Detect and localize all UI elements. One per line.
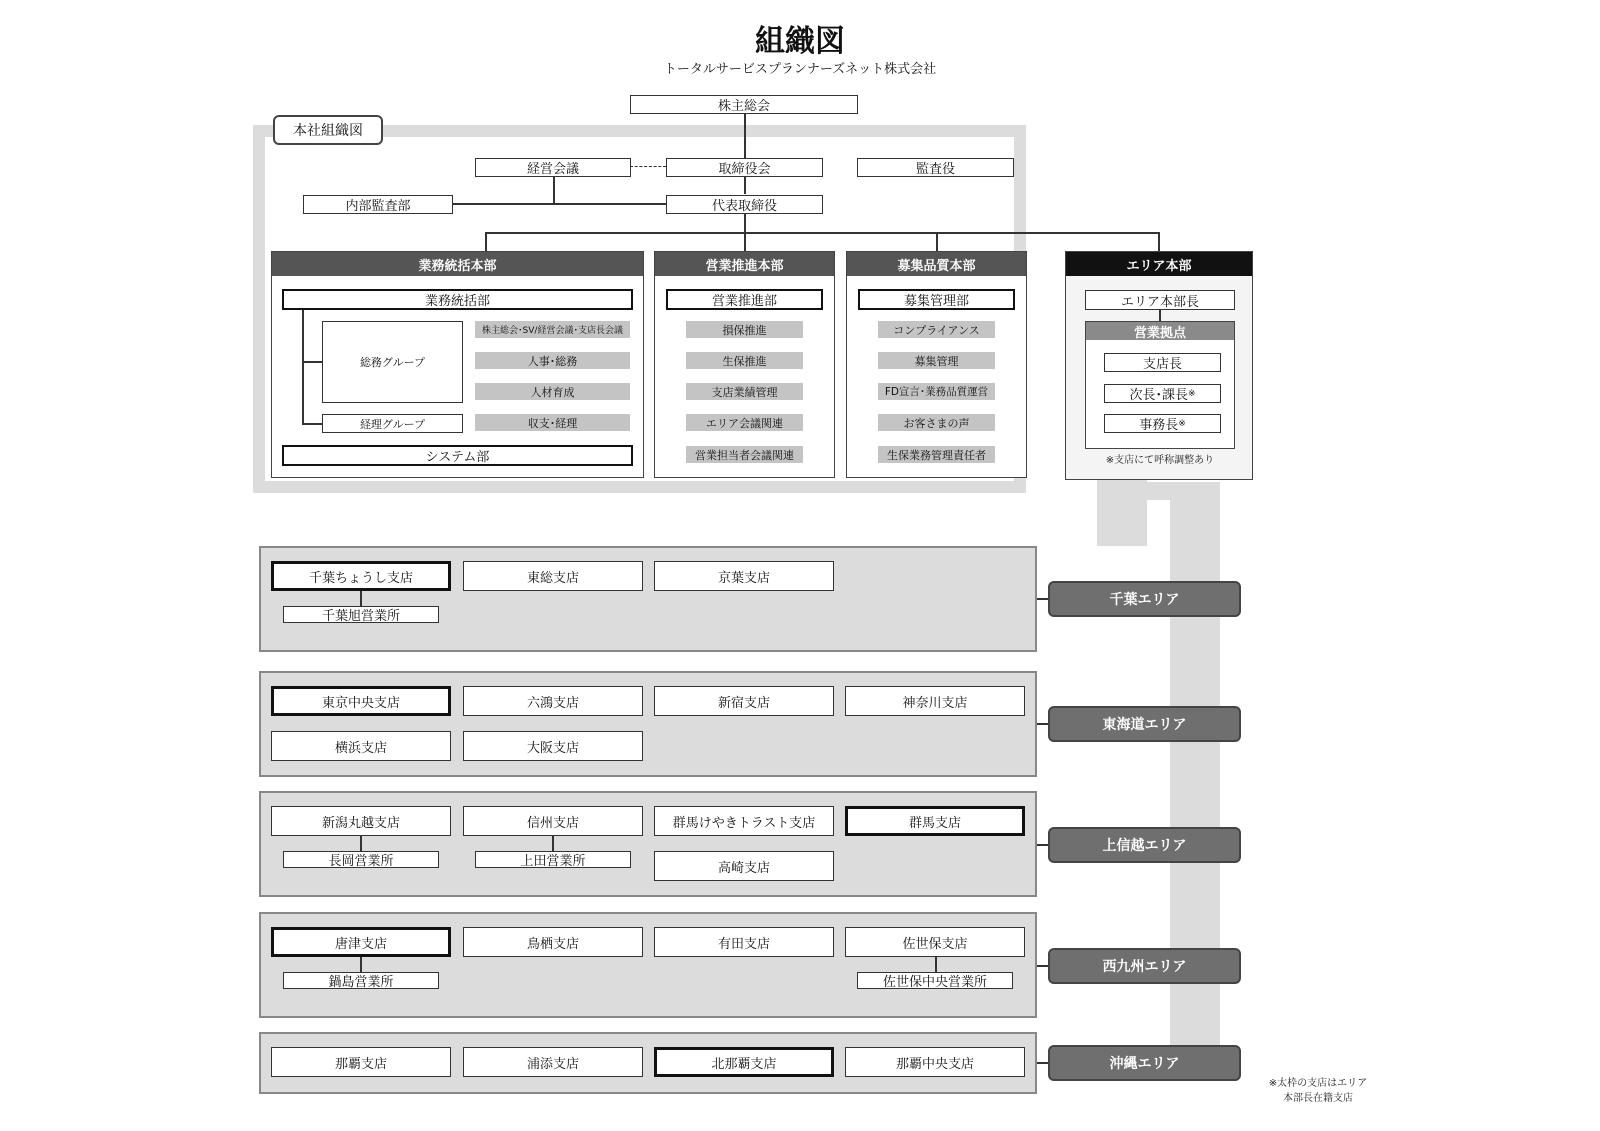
internal-audit-dept: 内部監査部 [303,195,453,214]
connector [302,361,323,363]
area-note: ※支店にて呼称調整あり [1105,455,1215,466]
hq-frame-left [253,125,265,493]
note-mark: ※ [1187,388,1196,399]
accounting-group: 経理グループ [322,414,463,433]
role-label: 事務長 [1139,418,1179,433]
footnote-line1: ※太枠の支店はエリア [1268,1078,1368,1089]
hq-label: 本社組織図 [273,115,383,145]
connector [744,214,746,232]
connector [485,232,487,252]
division-title: エリア本部 [1066,252,1252,276]
connector [744,113,746,158]
branch-box: 有田支店 [654,927,834,957]
hq-frame-bottom [253,481,1026,493]
branch-box: 群馬けやきトラスト支店 [654,806,834,836]
task-item: 生保推進 [686,352,803,369]
connector [485,232,1159,234]
task-item: コンプライアンス [878,321,995,338]
task-item: 営業担当者会議関連 [686,446,803,463]
branch-box: 神奈川支店 [845,686,1025,716]
role-label: 次長･課長 [1129,388,1188,403]
system-dept: システム部 [282,445,633,466]
area-label-nishikyushu: 西九州エリア [1048,948,1241,984]
area-label-joshinetsu: 上信越エリア [1048,827,1241,863]
role-office-manager [1104,414,1221,433]
connector [302,423,323,425]
branch-box: 浦添支店 [463,1047,643,1077]
role-branch-manager: 支店長 [1104,353,1221,372]
shareholders-meeting: 株主総会 [630,95,858,114]
branch-box: 信州支店 [463,806,643,836]
connector [744,176,746,194]
task-item: FD宣言･業務品質運営 [878,383,995,400]
branch-box: 東総支店 [463,561,643,591]
branch-box: 千葉ちょうし支店 [271,561,451,591]
task-item: 収支･経理 [475,414,630,431]
division-title: 募集品質本部 [847,252,1026,276]
management-meeting: 経営会議 [475,158,631,177]
task-item: 株主総会･SV/経営会議･支店長会議 [475,321,630,338]
ceo: 代表取締役 [666,195,823,214]
task-item: 募集管理 [878,352,995,369]
connector [1158,232,1160,252]
branch-box: 新宿支店 [654,686,834,716]
branch-box: 佐世保支店 [845,927,1025,957]
branch-box: 横浜支店 [271,731,451,761]
branch-box: 北那覇支店 [654,1047,834,1077]
dept-eigyo: 営業推進部 [666,289,823,310]
office-box: 千葉旭営業所 [283,606,439,623]
branch-box: 唐津支店 [271,927,451,957]
company-name: トータルサービスプランナーズネット株式会社 [663,62,937,77]
auditor: 監査役 [857,158,1014,177]
branch-box: 群馬支店 [845,806,1025,836]
task-item: 損保推進 [686,321,803,338]
page-title: 組織図 [755,24,845,59]
board-of-directors: 取締役会 [666,158,823,177]
branch-box: 東京中央支店 [271,686,451,716]
branch-box: 那覇中央支店 [845,1047,1025,1077]
branch-box: 那覇支店 [271,1047,451,1077]
branch-box: 大阪支店 [463,731,643,761]
office-box: 鍋島営業所 [283,972,439,989]
area-label-tokaido: 東海道エリア [1048,706,1241,742]
task-item: 人事･総務 [475,352,630,369]
note-mark: ※ [1178,418,1186,429]
branch-box: 京葉支店 [654,561,834,591]
office-box: 長岡営業所 [283,851,439,868]
connector [302,310,304,423]
dashed-connector [630,166,666,167]
connector [452,203,668,205]
area-head: エリア本部長 [1085,290,1235,310]
connector [936,232,938,252]
dept-boshu: 募集管理部 [858,289,1015,310]
general-affairs-group: 総務グループ [322,321,463,403]
dept-gyomu: 業務統括部 [282,289,633,310]
branch-box: 高崎支店 [654,851,834,881]
office-box: 上田営業所 [475,851,631,868]
task-item: 生保業務管理責任者 [878,446,995,463]
division-title: 業務統括本部 [272,252,643,276]
area-label-okinawa: 沖縄エリア [1048,1045,1241,1081]
task-item: 人材育成 [475,383,630,400]
task-item: 支店業績管理 [686,383,803,400]
area-label-chiba: 千葉エリア [1048,581,1241,617]
sales-base-title: 営業拠点 [1086,322,1234,340]
footnote-line2: 本部長在籍支店 [1283,1093,1353,1104]
division-title: 営業推進本部 [655,252,834,276]
office-box: 佐世保中央営業所 [857,972,1013,989]
task-item: エリア会議関連 [686,414,803,431]
role-deputy-manager [1104,384,1221,403]
branch-box: 新潟丸越支店 [271,806,451,836]
area-connector-band-2 [1097,482,1220,500]
task-item: お客さまの声 [878,414,995,431]
connector [553,176,555,203]
branch-box: 鳥栖支店 [463,927,643,957]
connector [744,232,746,252]
branch-box: 六鴻支店 [463,686,643,716]
